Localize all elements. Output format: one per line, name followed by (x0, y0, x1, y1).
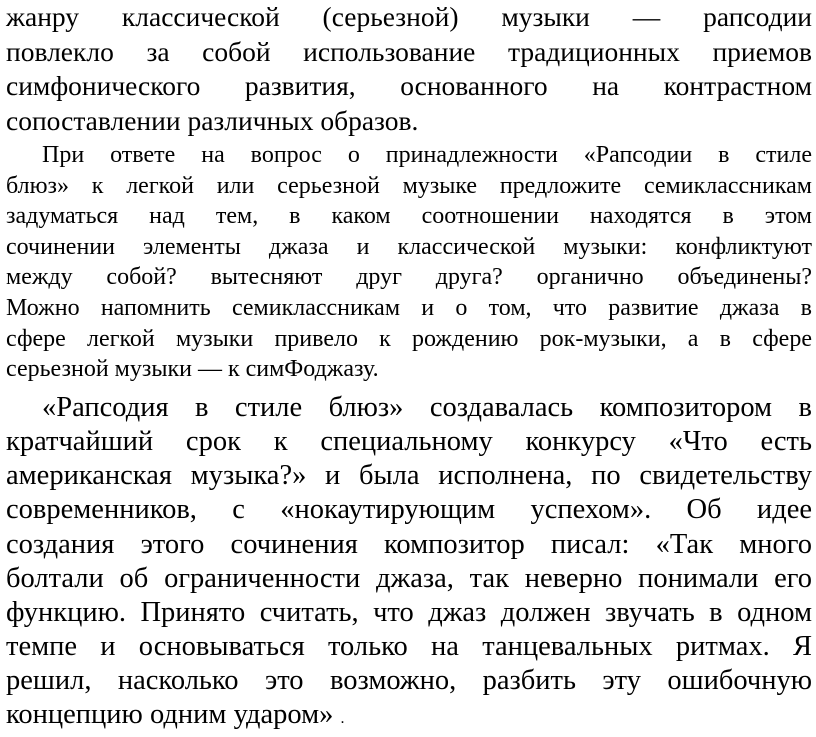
text-line: болтали об ограниченности джаза, так неверно понимали его (6, 562, 812, 594)
trailing-period: . (340, 710, 345, 728)
document-page (6, 0, 812, 733)
text-line: американская музыка?» и была исполнена, по свидетельству (6, 460, 812, 492)
text-line: серьезной музыки — к симФоджазу. (6, 356, 379, 383)
text-line: блюз» к легкой или серьезной музыке предложите семиклассникам (6, 172, 812, 199)
text-line: создания этого сочинения композитор писал: «Так много (6, 528, 812, 560)
text-line: сочинении элементы джаза и классической музыки: конфликтуют (6, 233, 812, 260)
paragraph-3 (6, 385, 812, 733)
text-line: темпе и основываться только на танцевальных ритмах. Я (6, 631, 812, 663)
paragraph-1 (6, 0, 812, 138)
text-line: решил, насколько это возможно, разбить эту ошибочную (6, 665, 812, 697)
text-line: функцию. Принято считать, что джаз должен звучать в одном (6, 596, 812, 628)
text-line: симфонического развития, основанного на контрастном (6, 70, 812, 101)
text-line: между собой? вытесняют друг друга? органично объединены? (6, 264, 812, 291)
paragraph-2 (6, 138, 812, 385)
text-line: кратчайший срок к специальному конкурсу «Что есть (6, 425, 812, 457)
text-line: повлекло за собой использование традиционных приемов (6, 35, 812, 67)
text-line: жанру классической (серьезной) музыки — рапсодии (6, 1, 812, 32)
text-line: При ответе на вопрос о принадлежности «Рапсодии в стиле (42, 142, 812, 168)
last-line-text: концепцию одним ударом» (6, 699, 334, 731)
text-line (6, 698, 812, 732)
text-line: Можно напомнить семиклассникам и о том, что развитие джаза в (6, 294, 812, 321)
text-line: сфере легкой музыки привело к рождению рок-музыки, а в сфере (6, 325, 812, 352)
text-line: современников, с «нокаутирующим успехом». Об идее (6, 494, 812, 526)
text-line: «Рапсодия в стиле блюз» создавалась композитором в (42, 391, 812, 423)
text-line: задуматься над тем, в каком соотношении находятся в этом (6, 203, 812, 230)
text-line: сопоставлении различных образов. (6, 104, 419, 136)
